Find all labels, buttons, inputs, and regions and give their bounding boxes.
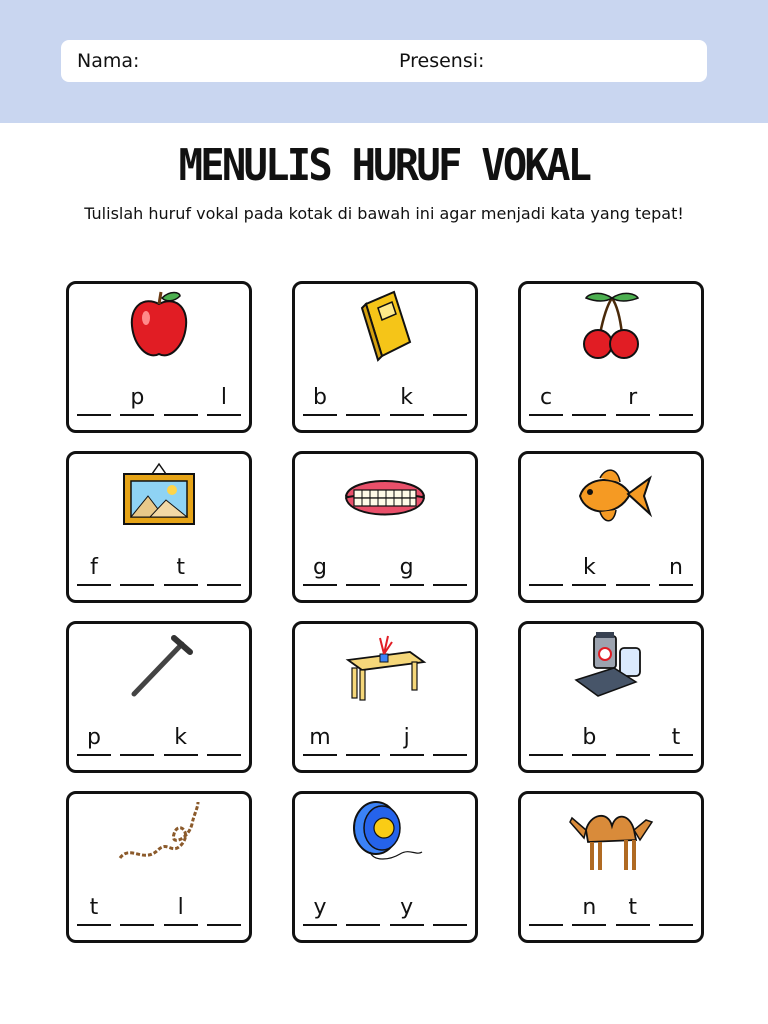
blank-slot[interactable] bbox=[433, 724, 467, 756]
word-card bbox=[66, 451, 252, 603]
nail-icon bbox=[114, 630, 204, 702]
given-letter: n bbox=[572, 894, 606, 926]
given-letter: y bbox=[303, 894, 337, 926]
blank-slot[interactable] bbox=[659, 894, 693, 926]
name-label: Nama: bbox=[77, 50, 140, 72]
word-card bbox=[292, 451, 478, 603]
cherry-icon bbox=[566, 290, 656, 362]
blank-slot[interactable] bbox=[572, 384, 606, 416]
word-card bbox=[518, 281, 704, 433]
word-card bbox=[66, 621, 252, 773]
page-title: MENULIS HURUF VOKAL bbox=[178, 140, 590, 191]
given-letter: p bbox=[120, 384, 154, 416]
word-card bbox=[292, 621, 478, 773]
given-letter: c bbox=[529, 384, 563, 416]
blank-slot[interactable] bbox=[77, 384, 111, 416]
letter-slots bbox=[303, 724, 467, 758]
given-letter: n bbox=[659, 554, 693, 586]
given-letter: g bbox=[303, 554, 337, 586]
apple-icon bbox=[114, 290, 204, 362]
blank-slot[interactable] bbox=[207, 724, 241, 756]
given-letter: t bbox=[659, 724, 693, 756]
given-letter: f bbox=[77, 554, 111, 586]
blank-slot[interactable] bbox=[616, 554, 650, 586]
word-card bbox=[66, 281, 252, 433]
medicine-icon bbox=[566, 630, 656, 702]
picture-frame-icon bbox=[114, 460, 204, 532]
blank-slot[interactable] bbox=[120, 724, 154, 756]
blank-slot[interactable] bbox=[529, 894, 563, 926]
given-letter: t bbox=[616, 894, 650, 926]
letter-slots bbox=[77, 894, 241, 928]
blank-slot[interactable] bbox=[346, 724, 380, 756]
blank-slot[interactable] bbox=[433, 894, 467, 926]
given-letter: m bbox=[303, 724, 337, 756]
name-presensi-box bbox=[61, 40, 707, 82]
blank-slot[interactable] bbox=[346, 384, 380, 416]
letter-slots bbox=[529, 894, 693, 928]
given-letter: y bbox=[390, 894, 424, 926]
presensi-label: Presensi: bbox=[399, 50, 485, 72]
blank-slot[interactable] bbox=[164, 384, 198, 416]
given-letter: l bbox=[164, 894, 198, 926]
word-card bbox=[66, 791, 252, 943]
given-letter: g bbox=[390, 554, 424, 586]
camel-icon bbox=[566, 800, 656, 872]
letter-slots bbox=[529, 554, 693, 588]
fish-icon bbox=[566, 460, 656, 532]
blank-slot[interactable] bbox=[659, 384, 693, 416]
given-letter: k bbox=[390, 384, 424, 416]
blank-slot[interactable] bbox=[207, 554, 241, 586]
blank-slot[interactable] bbox=[346, 554, 380, 586]
letter-slots bbox=[529, 724, 693, 758]
blank-slot[interactable] bbox=[207, 894, 241, 926]
word-card bbox=[518, 451, 704, 603]
letter-slots bbox=[77, 384, 241, 418]
given-letter: j bbox=[390, 724, 424, 756]
blank-slot[interactable] bbox=[433, 384, 467, 416]
blank-slot[interactable] bbox=[120, 554, 154, 586]
given-letter: l bbox=[207, 384, 241, 416]
rope-icon bbox=[114, 800, 204, 872]
header-band bbox=[0, 0, 768, 123]
table-icon bbox=[340, 630, 430, 702]
given-letter: k bbox=[164, 724, 198, 756]
blank-slot[interactable] bbox=[120, 894, 154, 926]
letter-slots bbox=[77, 724, 241, 758]
word-card bbox=[292, 281, 478, 433]
word-card bbox=[292, 791, 478, 943]
letter-slots bbox=[303, 384, 467, 418]
teeth-icon bbox=[340, 460, 430, 532]
letter-slots bbox=[303, 894, 467, 928]
given-letter: b bbox=[572, 724, 606, 756]
given-letter: k bbox=[572, 554, 606, 586]
word-card bbox=[518, 621, 704, 773]
given-letter: b bbox=[303, 384, 337, 416]
yoyo-icon bbox=[340, 800, 430, 872]
word-card bbox=[518, 791, 704, 943]
blank-slot[interactable] bbox=[529, 724, 563, 756]
blank-slot[interactable] bbox=[529, 554, 563, 586]
letter-slots bbox=[529, 384, 693, 418]
letter-slots bbox=[77, 554, 241, 588]
given-letter: p bbox=[77, 724, 111, 756]
blank-slot[interactable] bbox=[346, 894, 380, 926]
instruction-text: Tulislah huruf vokal pada kotak di bawah ini agar menjadi kata yang tepat! bbox=[84, 204, 684, 223]
book-icon bbox=[340, 290, 430, 362]
given-letter: t bbox=[164, 554, 198, 586]
given-letter: r bbox=[616, 384, 650, 416]
given-letter: t bbox=[77, 894, 111, 926]
blank-slot[interactable] bbox=[616, 724, 650, 756]
letter-slots bbox=[303, 554, 467, 588]
blank-slot[interactable] bbox=[433, 554, 467, 586]
